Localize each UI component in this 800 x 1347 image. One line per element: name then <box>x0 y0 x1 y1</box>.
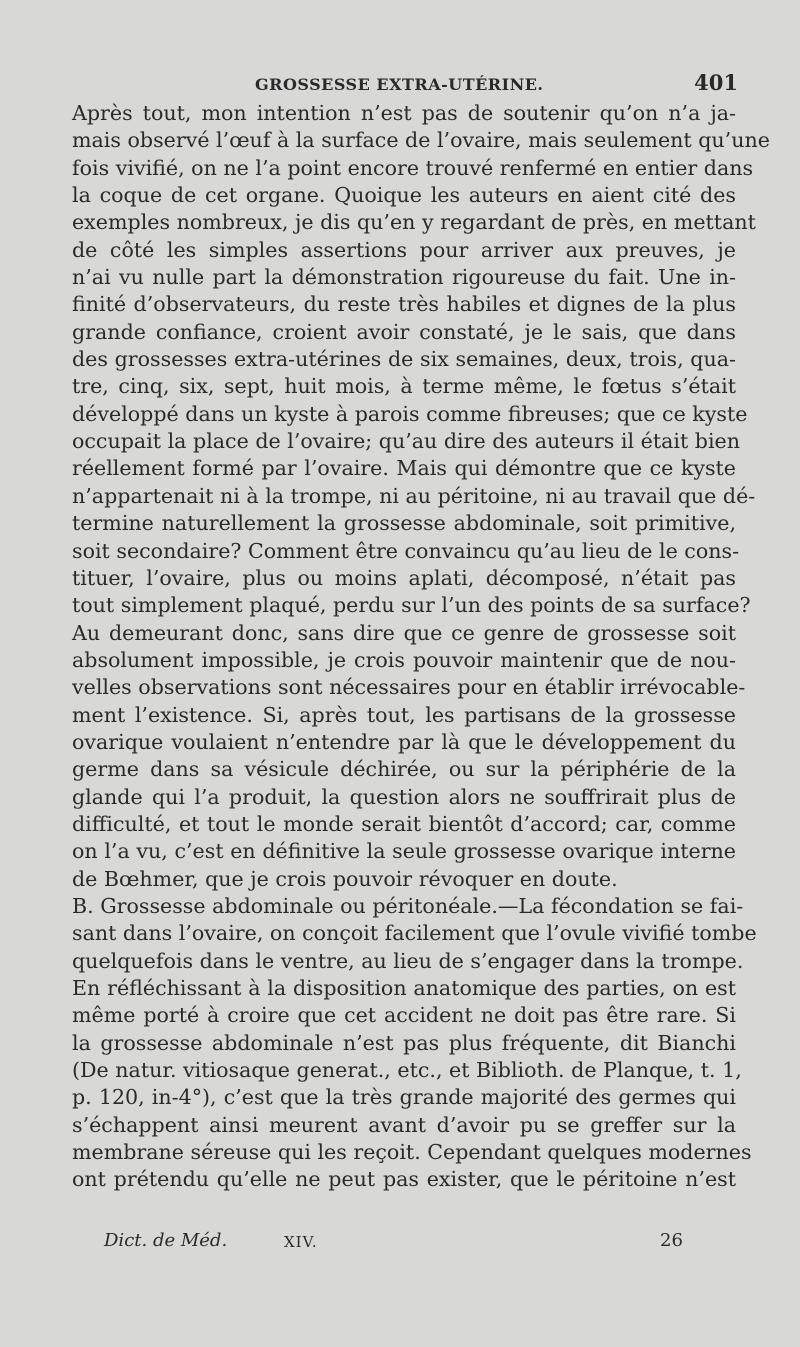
text-line: fois vivifié, on ne l’a point encore trouvé renfermé en entier dans <box>72 155 754 180</box>
text-line: tout simplement plaqué, perdu sur l’un des points de sa surface? <box>72 593 751 618</box>
text-line: s’échappent ainsi meurent avant d’avoir pu se greffer sur la <box>72 1112 736 1137</box>
text-line: réellement formé par l’ovaire. Mais qui démontre que ce kyste <box>72 456 736 481</box>
text-line: tituer, l’ovaire, plus ou moins aplati, décomposé, n’était pas <box>72 565 736 590</box>
text-line: occupait la place de l’ovaire; qu’au dire des auteurs il était bien <box>72 429 741 454</box>
page-footer <box>104 1230 684 1251</box>
sheet-number: 26 <box>660 1230 683 1251</box>
signature-mark: Dict. de Méd. <box>104 1230 228 1251</box>
text-line: En réfléchissant à la disposition anatomique des parties, on est <box>72 976 736 1000</box>
text-line: ovarique voulaient n’entendre par là que le développement du <box>72 729 736 754</box>
page-header <box>255 70 738 95</box>
text-line: grande confiance, croient avoir constaté, je le sais, que dans <box>72 319 736 344</box>
text-line: la grossesse abdominale n’est pas plus fréquente, dit Bianchi <box>72 1030 736 1055</box>
text-line: n’appartenait ni à la trompe, ni au péritoine, ni au travail que dé- <box>72 483 756 508</box>
text-line: (De natur. vitiosaque generat., etc., et Biblioth. de Planque, t. 1, <box>72 1058 742 1083</box>
text-line: p. 120, in-4°), c’est que la très grande majorité des germes qui <box>72 1085 736 1110</box>
text-line: exemples nombreux, je dis qu’en y regardant de près, en mettant <box>72 210 756 235</box>
text-line: la coque de cet organe. Quoique les auteurs en aient cité des <box>72 183 736 208</box>
text-line: germe dans sa vésicule déchirée, ou sur la périphérie de la <box>72 757 736 782</box>
text-line: soit secondaire? Comment être convaincu qu’au lieu de le cons- <box>72 538 740 563</box>
text-line: glande qui l’a produit, la question alors ne souffrirait plus de <box>72 784 736 809</box>
page-number: 401 <box>694 70 738 95</box>
text-line: quelquefois dans le ventre, au lieu de s’engager dans la trompe. <box>72 948 744 973</box>
text-line: ment l’existence. Si, après tout, les partisans de la grossesse <box>72 702 736 727</box>
text-line: membrane séreuse qui les reçoit. Cependant quelques modernes <box>72 1140 752 1165</box>
text-line: velles observations sont nécessaires pour en établir irrévocable- <box>72 675 746 700</box>
text-line: des grossesses extra-utérines de six semaines, deux, trois, qua- <box>72 347 736 372</box>
text-line: de côté les simples assertions pour arriver aux preuves, je <box>72 237 736 262</box>
text-line: Au demeurant donc, sans dire que ce genre de grossesse soit <box>72 620 736 645</box>
text-line: tre, cinq, six, sept, huit mois, à terme même, le fœtus s’était <box>72 374 736 399</box>
text-line: ont prétendu qu’elle ne peut pas exister, que le péritoine n’est <box>72 1167 736 1192</box>
text-line: n’ai vu nulle part la démonstration rigoureuse du fait. Une in- <box>72 265 736 290</box>
text-line: même porté à croire que cet accident ne doit pas être rare. Si <box>72 1003 736 1028</box>
text-line: difficulté, et tout le monde serait bientôt d’accord; car, comme <box>72 811 736 836</box>
text-line: B. Grossesse abdominale ou péritonéale.—La fécondation se fai- <box>72 893 744 918</box>
text-line: absolument impossible, je crois pouvoir maintenir que de nou- <box>72 647 736 672</box>
body-text <box>72 100 770 1194</box>
text-line: développé dans un kyste à parois comme fibreuses; que ce kyste <box>72 401 748 426</box>
text-line: on l’a vu, c’est en définitive la seule grossesse ovarique interne <box>72 839 736 864</box>
text-line: mais observé l’œuf à la surface de l’ovaire, mais seulement qu’une <box>72 128 770 153</box>
text-line: Après tout, mon intention n’est pas de soutenir qu’on n’a ja- <box>72 101 736 125</box>
text-line: sant dans l’ovaire, on conçoit facilement que l’ovule vivifié tombe <box>72 921 757 946</box>
running-head: GROSSESSE EXTRA-UTÉRINE. <box>255 75 544 94</box>
text-line: finité d’observateurs, du reste très habiles et dignes de la plus <box>72 292 736 317</box>
text-line: de Bœhmer, que je crois pouvoir révoquer en doute. <box>72 866 618 891</box>
volume-number: XIV. <box>284 1233 318 1251</box>
text-line: termine naturellement la grossesse abdominale, soit primitive, <box>72 511 736 536</box>
